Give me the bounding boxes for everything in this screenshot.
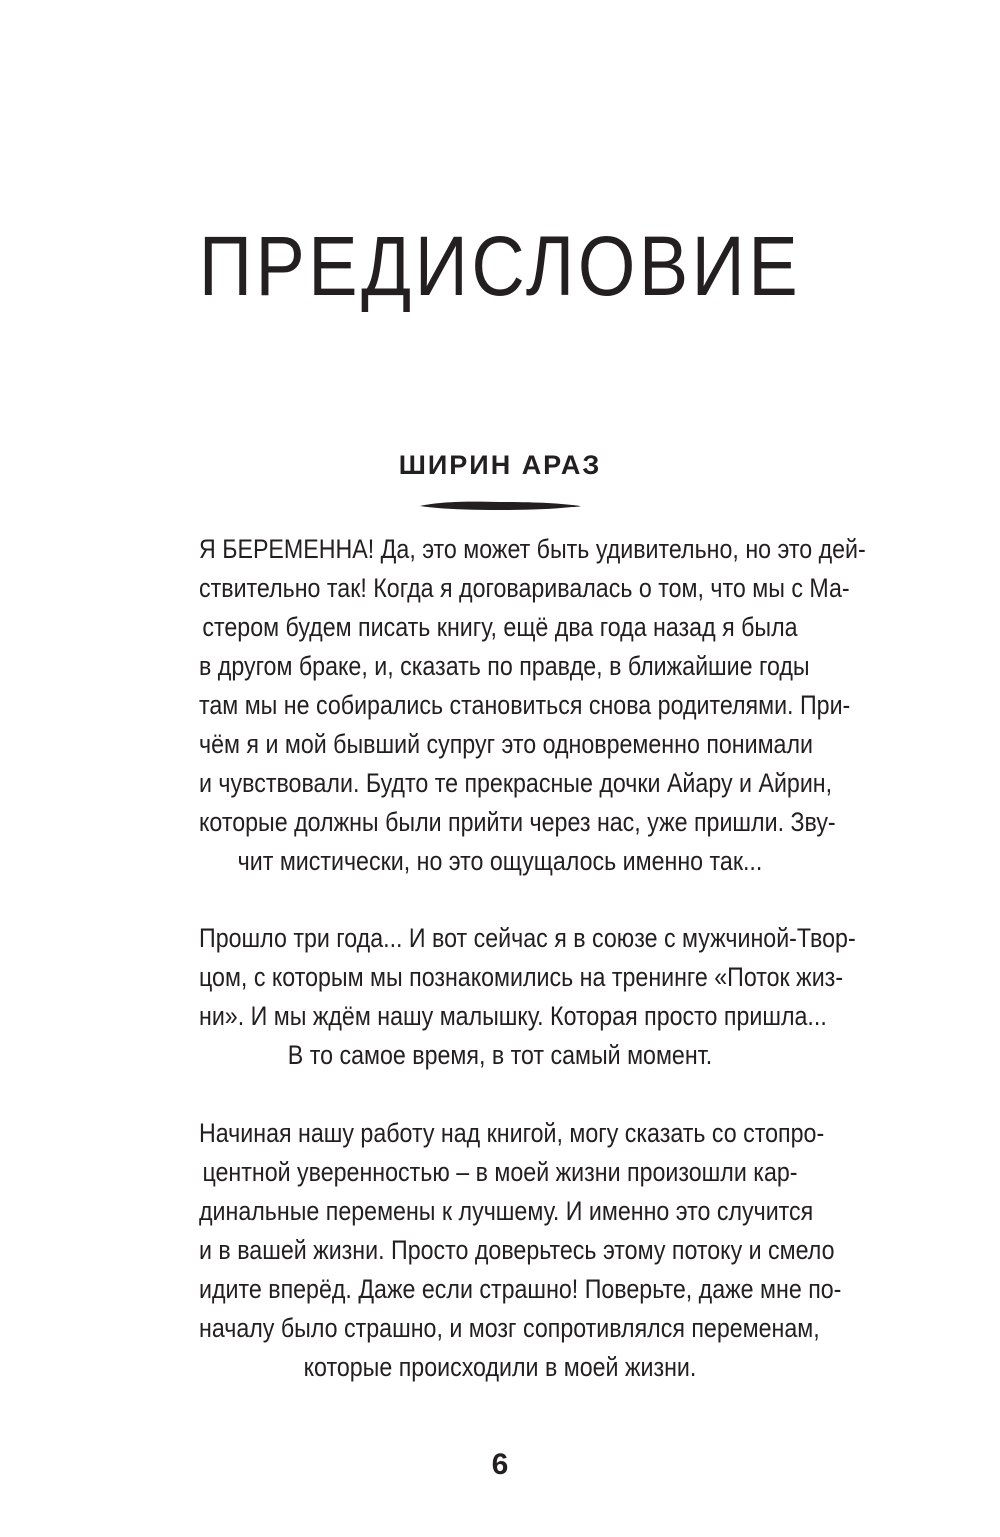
paragraph-3 xyxy=(150,1114,850,1387)
text-line: чём я и мой бывший супруг это одновременно понимали xyxy=(199,729,813,759)
paragraph-2 xyxy=(150,919,856,1075)
brush-stroke-divider xyxy=(418,498,582,514)
text-line: ни». И мы ждём нашу малышку. Которая просто пришла... xyxy=(199,1001,827,1031)
text-line: Начиная нашу работу над книгой, могу сказать со стопро- xyxy=(199,1118,825,1148)
text-line: центной уверенностью – в моей жизни произошли кар- xyxy=(202,1157,798,1187)
text-line: там мы не собирались становиться снова родителями. При- xyxy=(199,690,851,720)
text-line: и чувствовали. Будто те прекрасные дочки Айару и Айрин, xyxy=(199,768,833,798)
paragraph-1 xyxy=(150,530,866,881)
author-name: ШИРИН АРАЗ xyxy=(398,450,602,480)
text-line: которые происходили в моей жизни. xyxy=(303,1352,697,1382)
text-line: Прошло три года... И вот сейчас я в союзе с мужчиной-Твор- xyxy=(199,923,856,953)
text-line: чит мистически, но это ощущалось именно так... xyxy=(237,846,763,876)
text-line: В то самое время, в тот самый момент. xyxy=(287,1040,713,1070)
text-line: динальные перемены к лучшему. И именно это случится xyxy=(199,1196,814,1226)
text-line: началу было страшно, и мозг сопротивлялся переменам, xyxy=(199,1313,820,1343)
text-line: стером будем писать книгу, ещё два года назад я была xyxy=(202,612,798,642)
text-line: которые должны были прийти через нас, уже пришли. Зву- xyxy=(199,807,836,837)
text-line: идите вперёд. Даже если страшно! Поверьте, даже мне по- xyxy=(199,1274,842,1304)
page-title: ПРЕДИСЛОВИЕ xyxy=(198,219,802,314)
text-line: Я БЕРЕМЕННА! Да, это может быть удивительно, но это дей- xyxy=(199,534,866,564)
text-line: в другом браке, и, сказать по правде, в ближайшие годы xyxy=(199,651,810,681)
text-line: ствительно так! Когда я договаривалась о том, что мы с Ма- xyxy=(199,573,850,603)
text-line: цом, с которым мы познакомились на тренинге «Поток жиз- xyxy=(199,962,844,992)
text-line: и в вашей жизни. Просто доверьтесь этому потоку и смело xyxy=(199,1235,835,1265)
brush-stroke-main xyxy=(420,502,580,510)
page-number: 6 xyxy=(491,1448,509,1481)
